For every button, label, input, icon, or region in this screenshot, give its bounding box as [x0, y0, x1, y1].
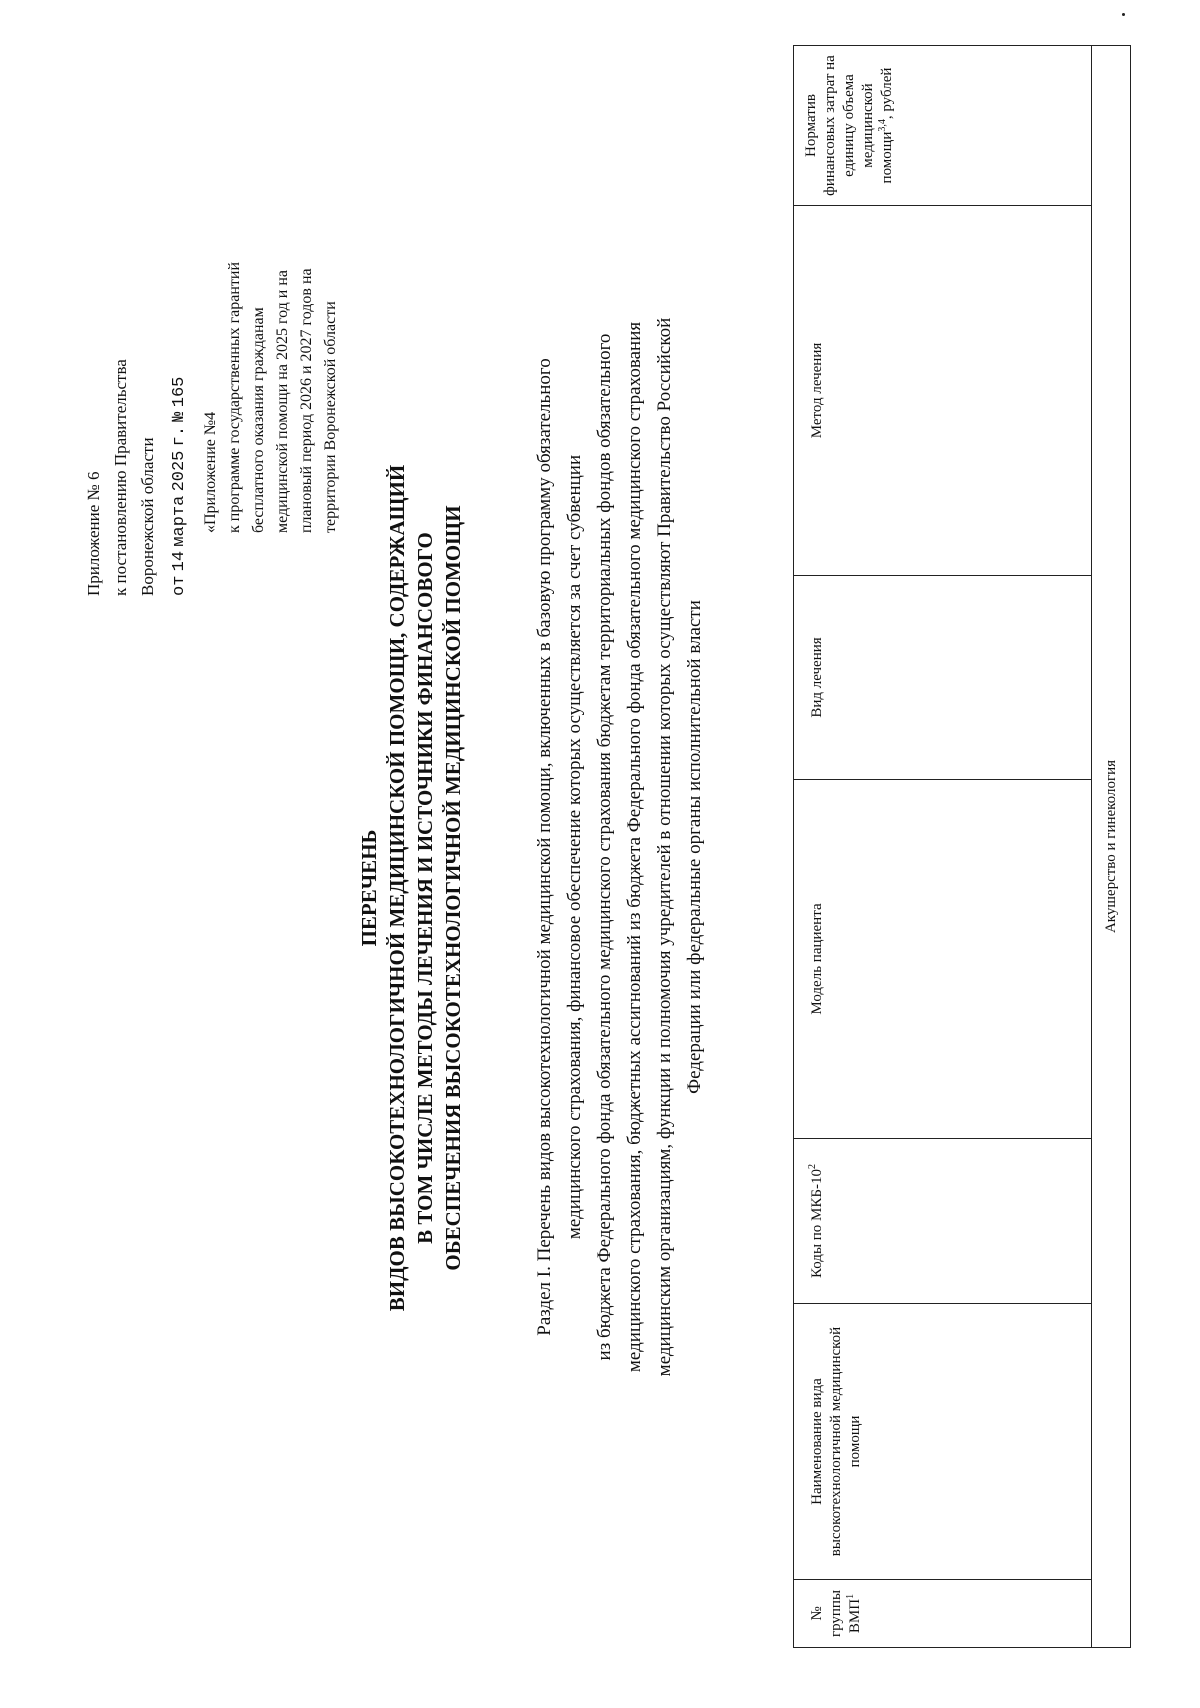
decree-number-label: № [170, 411, 189, 422]
appendix-region: Воронежской области [138, 437, 157, 596]
section-line-4: медицинского страхования, бюджетных ассигнований из бюджета Федерального фонда обязательного медицинского страхования [624, 321, 645, 1373]
subheader-obstetrics: Акушерство и гинекология [1092, 46, 1131, 1648]
appendix-decree-ref: к постановлению Правительства [111, 359, 130, 596]
program-block [199, 63, 343, 533]
program-line-4: плановый период 2026 и 2027 годов на [298, 268, 315, 533]
title-line-2: ВИДОВ ВЫСОКОТЕХНОЛОГИЧНОЙ МЕДИЦИНСКОЙ ПОМОЩИ, СОДЕРЖАЩИЙ [385, 464, 409, 1312]
header-model: Модель пациента [794, 780, 1092, 1139]
title-line-3: В ТОМ ЧИСЛЕ МЕТОДЫ ЛЕЧЕНИЯ И ИСТОЧНИКИ ФИНАНСОВОГО [413, 532, 437, 1244]
decree-year: 2025 [170, 450, 189, 492]
decree-prefix: от [170, 575, 189, 596]
title-line-4: ОБЕСПЕЧЕНИЯ ВЫСОКОТЕХНОЛОГИЧНОЙ МЕДИЦИНСКОЙ ПОМОЩИ [441, 505, 465, 1271]
decree-day: 14 [170, 550, 189, 572]
decree-date-line [166, 377, 192, 596]
scan-speck [1122, 13, 1125, 16]
decree-year-suffix: г. [170, 425, 189, 447]
header-norm: Норматив финансовых затрат на единицу объема медицинской помощи$^{3,4}$, рублей [794, 46, 1092, 206]
appendix-number: Приложение № 6 [84, 471, 103, 596]
table-header-row [794, 46, 1092, 1648]
header-method: Метод лечения [794, 206, 1092, 576]
header-type: Вид лечения [794, 576, 1092, 780]
program-line-5: территории Воронежской области [322, 301, 339, 533]
section-heading [530, 42, 710, 1652]
header-name: Наименование вида высокотехнологичной медицинской помощи [794, 1304, 1092, 1580]
section-line-1: Раздел I. Перечень видов высокотехнологичной медицинской помощи, включенных в базовую программу обязательного [534, 358, 555, 1336]
section-line-2: медицинского страхования, финансовое обеспечение которых осуществляется за счет субвенции [564, 454, 585, 1240]
header-group-no: № группы ВМП$^1$ [794, 1580, 1092, 1648]
decree-number: 165 [170, 376, 189, 408]
program-title: «Приложение №4 [202, 411, 219, 533]
section-line-6: Федерации или федеральные органы исполнительной власти [684, 600, 705, 1094]
program-line-1: к программе государственных гарантий [226, 261, 243, 533]
program-line-2: бесплатного оказания гражданам [250, 307, 267, 533]
section-line-5: медицинским организациям, функции и полномочия учредителей в отношении которых осуществляют Правительство Российской [654, 317, 675, 1377]
program-line-3: медицинской помощи на 2025 год и на [274, 269, 291, 533]
title-line-1: ПЕРЕЧЕНЬ [357, 829, 381, 947]
header-icd: Коды по МКБ-$10^2$ [794, 1139, 1092, 1304]
vmp-table [793, 45, 1131, 1648]
decree-month: марта [170, 495, 189, 547]
document-title [355, 368, 467, 1408]
appendix-block [80, 96, 161, 596]
table-subheader-row [1092, 46, 1131, 1648]
section-line-3: из бюджета Федерального фонда обязательного медицинского страхования бюджетам территориальных фондов обязательного [594, 333, 615, 1361]
